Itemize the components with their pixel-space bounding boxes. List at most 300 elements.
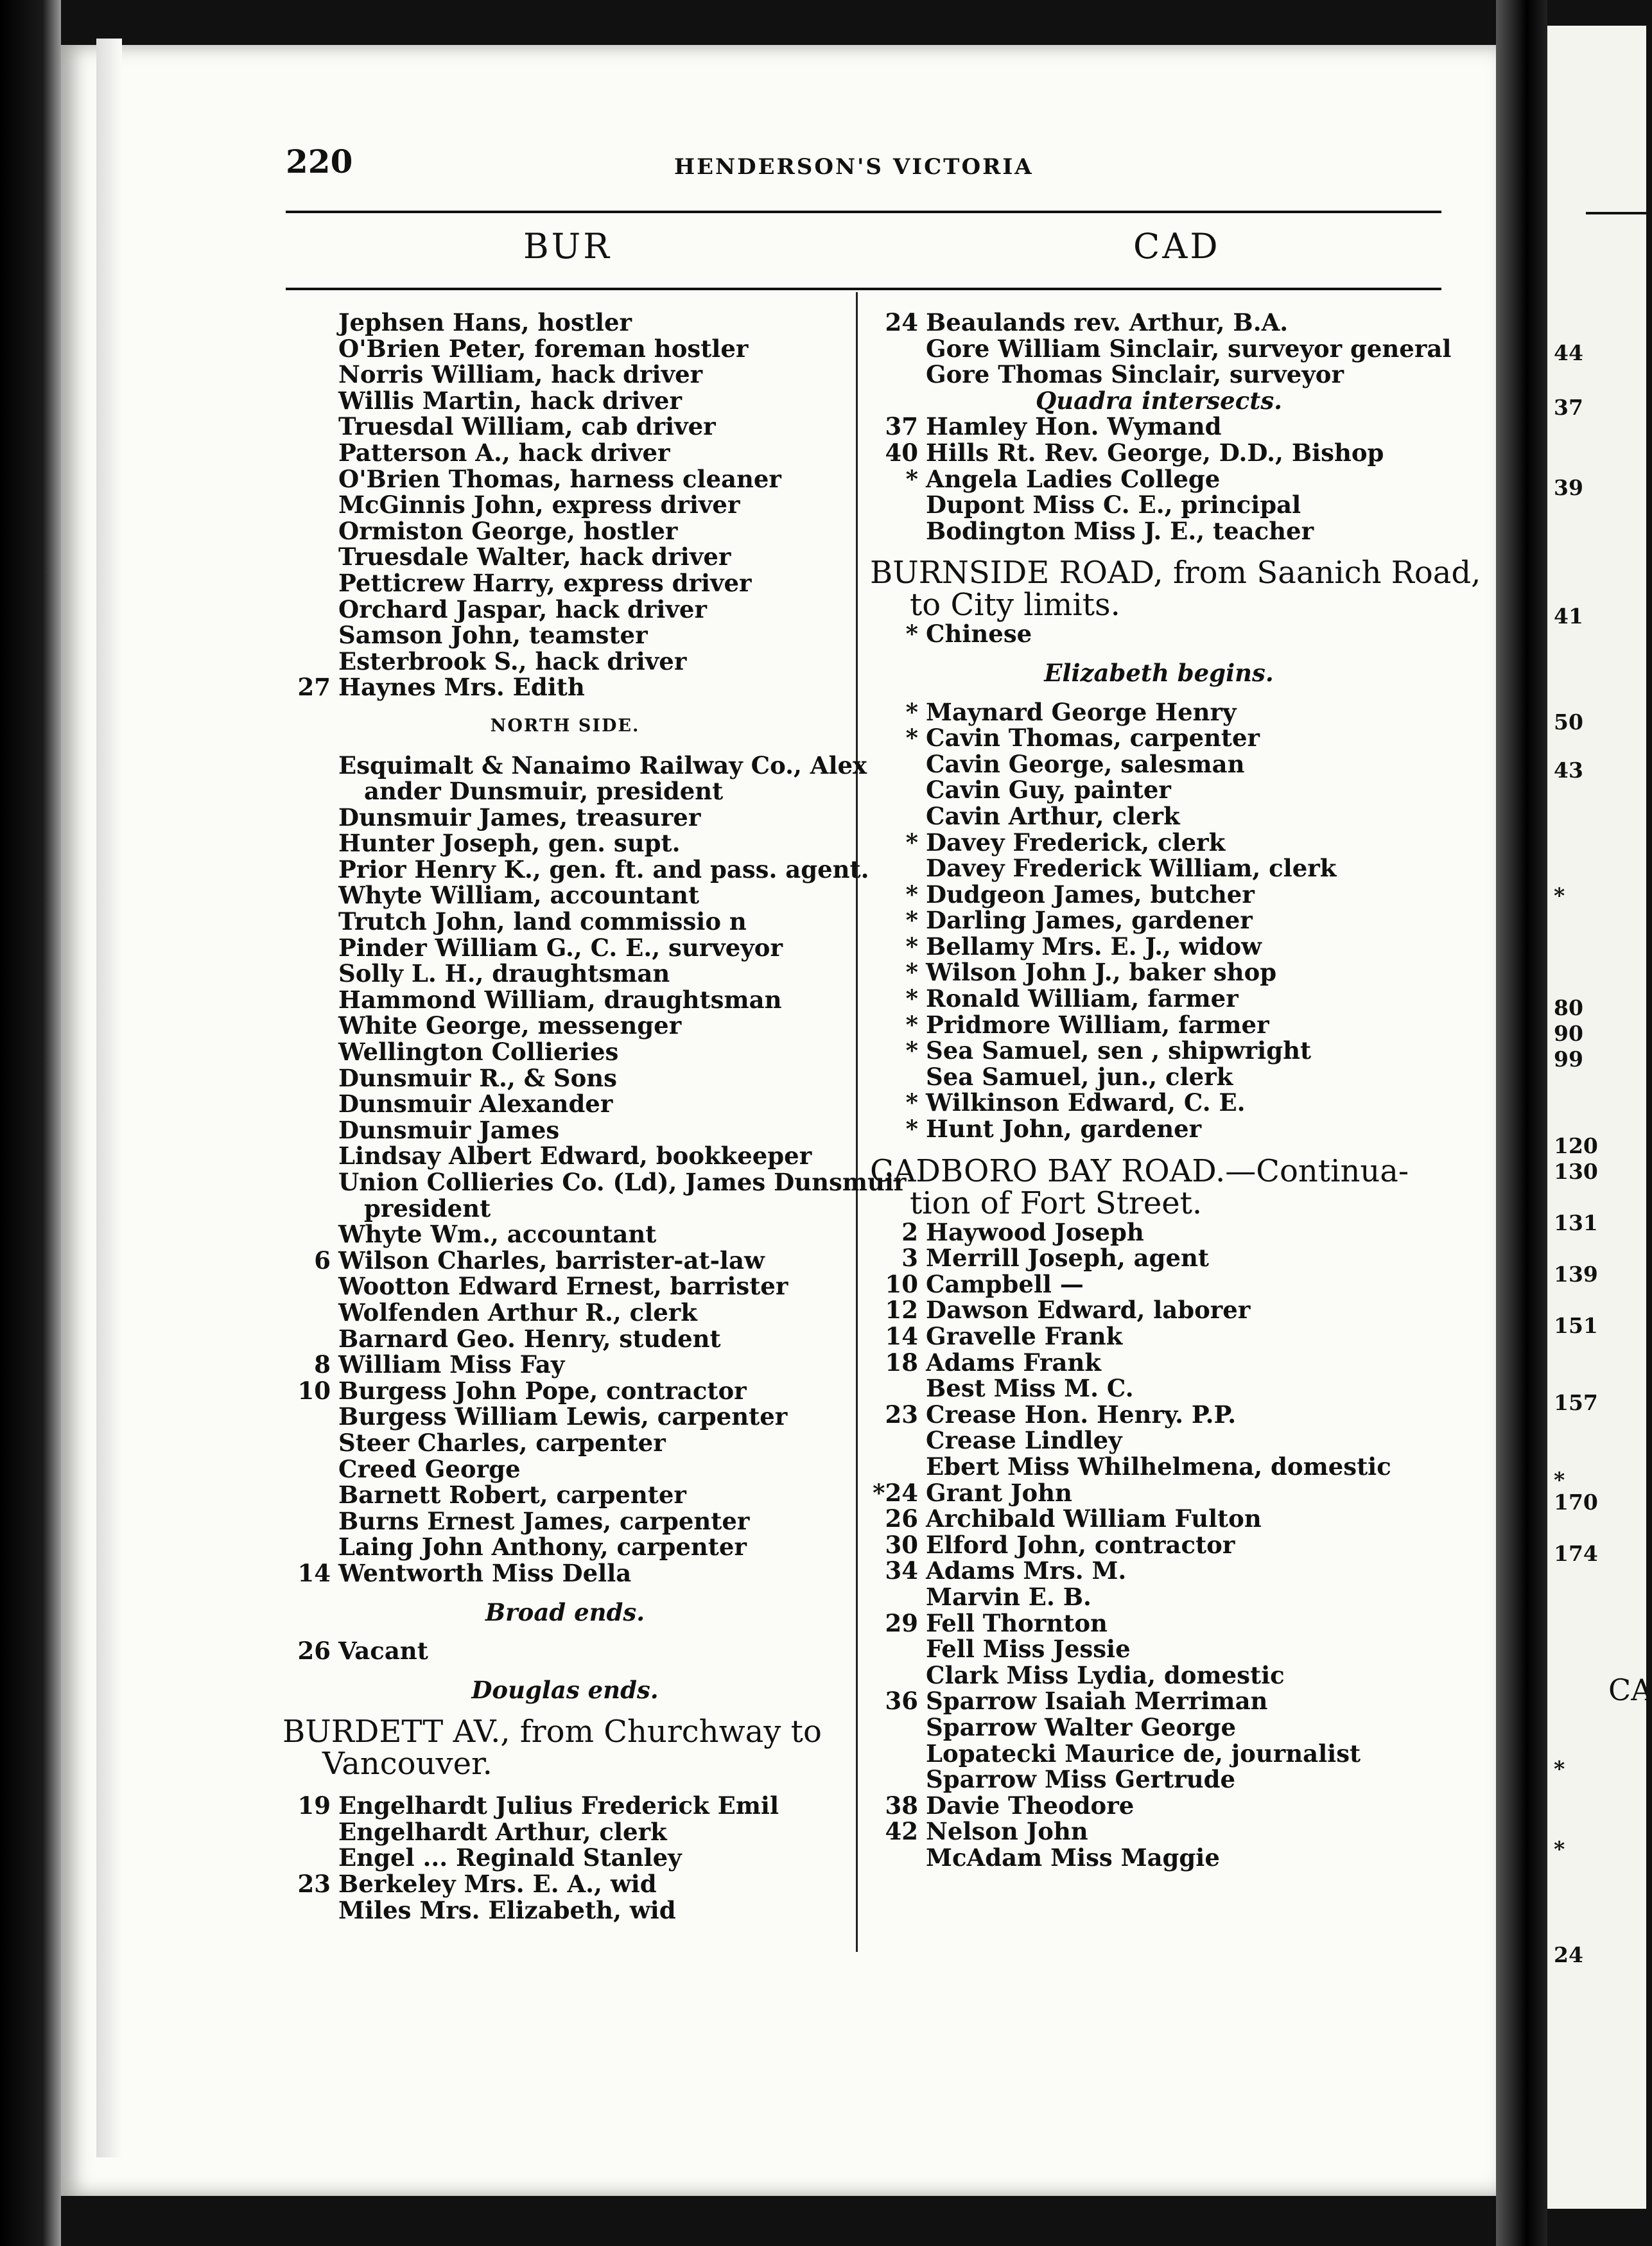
- street-note: [870, 660, 1448, 686]
- resident-name: William Miss Fay: [338, 1350, 565, 1379]
- directory-entry: [283, 336, 848, 362]
- resident-name: Dunsmuir James, treasurer: [338, 803, 701, 831]
- adjacent-page-number: *: [1554, 1756, 1565, 1781]
- resident-name: Sparrow Isaiah Merriman: [926, 1687, 1268, 1716]
- street-number: 27: [297, 673, 331, 702]
- street-number: 26: [297, 1637, 331, 1666]
- street-note: [870, 388, 1448, 414]
- street-number: *: [905, 984, 918, 1013]
- street-heading-text: BURNSIDE ROAD, from Saanich Road,: [870, 555, 1481, 591]
- resident-name: Bellamy Mrs. E. J., widow: [926, 932, 1262, 961]
- adjacent-page-number: 99: [1554, 1047, 1583, 1072]
- resident-name: Truesdal William, cab driver: [338, 412, 716, 441]
- street-heading-text: BURDETT AV., from Churchway to: [283, 1714, 822, 1750]
- directory-entry: [283, 570, 848, 596]
- resident-name: Prior Henry K., gen. ft. and pass. agent.: [338, 855, 869, 884]
- directory-entry: [870, 1558, 1448, 1584]
- resident-name: Sea Samuel, sen , shipwright: [926, 1036, 1312, 1065]
- directory-entry: [870, 334, 1452, 363]
- street-number: 38: [885, 1791, 918, 1820]
- directory-entry: [283, 1221, 848, 1248]
- resident-name: Haynes Mrs. Edith: [338, 673, 585, 702]
- directory-entry: [283, 674, 848, 701]
- scan-left-margin: [0, 0, 61, 2246]
- directory-entry: [870, 803, 1448, 830]
- resident-name: Dunsmuir Alexander: [338, 1090, 613, 1119]
- adjacent-page-number: 157: [1554, 1390, 1598, 1415]
- street-number: 6: [314, 1246, 331, 1275]
- directory-entry: [870, 1793, 1448, 1819]
- resident-name: Dunsmuir James: [338, 1115, 560, 1144]
- resident-name: O'Brien Peter, foreman hostler: [338, 334, 749, 363]
- street-number: 40: [885, 438, 918, 467]
- note-text: Broad ends.: [485, 1597, 645, 1626]
- directory-entry: [283, 778, 848, 805]
- street-number: 26: [885, 1504, 918, 1533]
- resident-name: Crease Lindley: [926, 1426, 1122, 1455]
- resident-name: Engelhardt Arthur, clerk: [338, 1817, 667, 1846]
- note-text: Douglas ends.: [471, 1675, 659, 1704]
- directory-entry: [283, 987, 848, 1013]
- resident-name: Bodington Miss J. E., teacher: [926, 516, 1314, 545]
- street-number: 14: [885, 1322, 918, 1350]
- resident-name: Barnett Robert, carpenter: [338, 1481, 686, 1510]
- directory-entry: [283, 1039, 848, 1065]
- resident-name: Dudgeon James, butcher: [926, 880, 1255, 909]
- street-number: 42: [885, 1817, 918, 1846]
- directory-entry: [870, 1375, 1448, 1402]
- street-number: 23: [885, 1400, 918, 1429]
- header-rule-top: [286, 211, 1441, 213]
- resident-name: Grant John: [926, 1478, 1072, 1507]
- adjacent-page-number: 90: [1554, 1021, 1583, 1046]
- street-number: 3: [901, 1244, 918, 1273]
- resident-name: Haywood Joseph: [926, 1217, 1144, 1246]
- street-heading: [870, 555, 1481, 591]
- adjacent-page-number: *: [1554, 883, 1565, 908]
- resident-name: Ormiston George, hostler: [338, 516, 678, 545]
- adjacent-page-number: *: [1554, 1836, 1565, 1861]
- adjacent-page-number: 44: [1554, 340, 1583, 365]
- resident-name: Pridmore William, farmer: [926, 1010, 1269, 1039]
- street-heading: [870, 1155, 1448, 1187]
- directory-entry: [283, 544, 848, 570]
- directory-entry: [283, 961, 848, 987]
- resident-name: Orchard Jaspar, hack driver: [338, 595, 707, 623]
- directory-entry: [870, 986, 1448, 1012]
- directory-entry: [870, 882, 1448, 908]
- directory-entry: [870, 1845, 1448, 1871]
- resident-name: Burgess William Lewis, carpenter: [338, 1402, 788, 1431]
- spacer: [870, 686, 1448, 699]
- resident-name: Willis Martin, hack driver: [338, 386, 682, 415]
- resident-name: Wellington Collieries: [338, 1038, 619, 1066]
- directory-entry: [283, 1793, 848, 1819]
- directory-entry: [870, 621, 1448, 647]
- resident-name: Laing John Anthony, carpenter: [338, 1533, 747, 1562]
- directory-entry: [870, 440, 1448, 466]
- spacer: [283, 1780, 848, 1793]
- resident-name: Trutch John, land commissio n: [338, 907, 747, 936]
- directory-entry: [870, 1741, 1448, 1767]
- resident-name: Cavin George, salesman: [926, 749, 1245, 778]
- adjacent-page-number: 139: [1554, 1262, 1598, 1287]
- street-number: 36: [885, 1687, 918, 1716]
- adjacent-page-number: 131: [1554, 1210, 1598, 1235]
- right-column-head: CAD: [1133, 226, 1221, 266]
- directory-entry: [870, 855, 1448, 882]
- adjacent-page-rule: [1586, 212, 1650, 214]
- resident-name: Maynard George Henry: [926, 697, 1237, 726]
- resident-name: Samson John, teamster: [338, 621, 648, 650]
- resident-name: Crease Hon. Henry. P.P.: [926, 1400, 1237, 1429]
- directory-entry: [283, 1013, 848, 1039]
- resident-name: Sparrow Miss Gertrude: [926, 1765, 1236, 1794]
- column-divider: [856, 292, 858, 1952]
- resident-name: Davey Frederick William, clerk: [926, 854, 1337, 883]
- directory-entry: [870, 1245, 1448, 1271]
- directory-entry: [283, 830, 848, 857]
- directory-entry: [870, 934, 1448, 960]
- resident-name: Adams Mrs. M.: [926, 1556, 1127, 1585]
- resident-name: Hills Rt. Rev. George, D.D., Bishop: [926, 438, 1384, 467]
- directory-entry: [283, 1638, 848, 1664]
- adjacent-page-number: 39: [1554, 475, 1583, 500]
- street-number: *: [905, 1088, 918, 1117]
- resident-name: Davey Frederick, clerk: [926, 828, 1226, 857]
- resident-name: Gore Thomas Sinclair, surveyor: [926, 360, 1344, 389]
- resident-name: Hunter Joseph, gen. supt.: [338, 829, 681, 858]
- resident-name: Wolfenden Arthur R., clerk: [338, 1298, 697, 1327]
- directory-entry: [283, 309, 848, 336]
- adjacent-page-number: 130: [1554, 1159, 1598, 1184]
- street-number: 30: [885, 1530, 918, 1559]
- adjacent-page-number: 151: [1554, 1313, 1598, 1338]
- street-number: 12: [885, 1296, 918, 1325]
- street-heading-text: CADBORO BAY ROAD.—Continua-: [870, 1153, 1409, 1189]
- directory-entry: [870, 1038, 1448, 1064]
- directory-entry: [870, 1402, 1448, 1428]
- resident-name: Solly L. H., draughtsman: [338, 959, 670, 988]
- directory-entry: [283, 1456, 848, 1483]
- right-column: [870, 308, 1481, 1872]
- resident-name: ander Dunsmuir, president: [364, 777, 724, 806]
- resident-name: Campbell —: [926, 1269, 1084, 1298]
- resident-name: Dunsmuir R., & Sons: [338, 1063, 618, 1092]
- resident-name: Whyte Wm., accountant: [338, 1220, 657, 1249]
- directory-entry: [283, 596, 848, 623]
- directory-entry: [870, 1584, 1448, 1610]
- page-edge-shadow: [96, 39, 122, 2157]
- resident-name: Jephsen Hans, hostler: [338, 308, 632, 336]
- directory-entry: [870, 1454, 1448, 1480]
- resident-name: Davie Theodore: [926, 1791, 1135, 1820]
- directory-entry: [283, 1897, 848, 1924]
- directory-entry: [870, 1427, 1448, 1454]
- adjacent-page-number: 170: [1554, 1490, 1598, 1515]
- resident-name: Fell Thornton: [926, 1608, 1108, 1637]
- spacer: [283, 1587, 848, 1599]
- resident-name: Gore William Sinclair, surveyor general: [926, 334, 1452, 363]
- adjacent-page-heading-fragment: CA: [1608, 1673, 1652, 1707]
- resident-name: Archibald William Fulton: [926, 1504, 1262, 1533]
- spacer: [283, 701, 848, 713]
- directory-entry: [283, 1273, 848, 1300]
- street-heading-text: Vancouver.: [322, 1746, 492, 1782]
- page-number: 220: [286, 143, 353, 180]
- directory-entry: [283, 440, 848, 466]
- resident-name: Union Collieries Co. (Ld), James Dunsmuir: [338, 1168, 907, 1196]
- directory-entry: [283, 388, 848, 414]
- resident-name: Chinese: [926, 620, 1032, 649]
- resident-name: Hammond William, draughtsman: [338, 985, 782, 1014]
- directory-entry: [870, 777, 1448, 803]
- street-number: *: [905, 724, 918, 753]
- street-number: *: [905, 620, 918, 649]
- directory-entry: [870, 699, 1448, 726]
- directory-entry: [870, 1297, 1448, 1323]
- resident-name: McAdam Miss Maggie: [926, 1843, 1220, 1872]
- resident-name: Cavin Arthur, clerk: [926, 801, 1180, 830]
- directory-entry: [283, 1508, 848, 1535]
- street-number: 19: [297, 1791, 331, 1820]
- resident-name: Ebert Miss Whilhelmena, domestic: [926, 1452, 1391, 1481]
- directory-entry: [283, 1871, 848, 1897]
- resident-name: Cavin Thomas, carpenter: [926, 724, 1260, 753]
- resident-name: Truesdale Walter, hack driver: [338, 543, 731, 571]
- spacer: [283, 740, 848, 753]
- directory-entry: [283, 518, 848, 544]
- resident-name: Engelhardt Julius Frederick Emil: [338, 1791, 779, 1820]
- directory-entry: [870, 1662, 1448, 1689]
- resident-name: Barnard Geo. Henry, student: [338, 1324, 721, 1353]
- street-heading-text: to City limits.: [910, 587, 1120, 623]
- directory-entry: [870, 1480, 1448, 1506]
- street-number: 2: [901, 1217, 918, 1246]
- adjacent-page-edge: [1547, 26, 1652, 2209]
- adjacent-page-number: *: [1554, 1467, 1565, 1492]
- directory-entry: [283, 1065, 848, 1092]
- directory-entry: [283, 751, 867, 779]
- resident-name: Patterson A., hack driver: [338, 438, 670, 467]
- street-heading-text: tion of Fort Street.: [910, 1185, 1203, 1221]
- resident-name: Clark Miss Lydia, domestic: [926, 1660, 1285, 1689]
- directory-entry: [283, 909, 848, 935]
- street-number: 8: [314, 1350, 331, 1379]
- header-rule-bottom: [286, 288, 1441, 290]
- street-heading: [870, 1187, 1448, 1219]
- directory-entry: [870, 1116, 1448, 1142]
- resident-name: Lopatecki Maurice de, journalist: [926, 1739, 1361, 1768]
- directory-entry: [283, 1378, 848, 1404]
- resident-name: Burns Ernest James, carpenter: [338, 1506, 750, 1535]
- resident-name: Darling James, gardener: [926, 906, 1253, 935]
- directory-entry: [870, 518, 1448, 544]
- street-number: *24: [873, 1478, 918, 1507]
- directory-entry: [283, 1404, 848, 1430]
- street-number: 24: [885, 308, 918, 336]
- directory-entry: [283, 492, 848, 518]
- directory-entry: [283, 935, 848, 961]
- directory-entry: [870, 1350, 1448, 1376]
- street-number: 10: [297, 1376, 331, 1405]
- resident-name: McGinnis John, express driver: [338, 491, 740, 519]
- directory-entry: [283, 649, 848, 675]
- directory-entry: [283, 1560, 848, 1587]
- resident-name: Whyte William, accountant: [338, 881, 700, 910]
- directory-entry: [283, 1482, 848, 1508]
- spacer: [283, 1625, 848, 1638]
- directory-entry: [870, 1090, 1448, 1116]
- directory-entry: [870, 1714, 1448, 1741]
- resident-name: Lindsay Albert Edward, bookkeeper: [338, 1142, 812, 1171]
- resident-name: Fell Miss Jessie: [926, 1635, 1131, 1664]
- resident-name: Norris William, hack driver: [338, 360, 703, 389]
- street-number: *: [905, 958, 918, 987]
- directory-entry: [283, 1352, 848, 1378]
- adjacent-page-number: 24: [1554, 1942, 1583, 1967]
- directory-entry: [870, 1610, 1448, 1637]
- resident-name: Berkeley Mrs. E. A., wid: [338, 1870, 657, 1899]
- street-number: *: [905, 906, 918, 935]
- directory-entry: [870, 1219, 1448, 1246]
- directory-entry: [283, 1196, 848, 1222]
- street-number: *: [905, 697, 918, 726]
- resident-name: Dawson Edward, laborer: [926, 1296, 1251, 1325]
- directory-entry: [283, 882, 848, 909]
- adjacent-page-number: 41: [1554, 604, 1583, 629]
- street-heading: [283, 1748, 848, 1780]
- directory-entry: [870, 907, 1448, 934]
- spacer: [283, 1664, 848, 1677]
- directory-entry: [283, 1300, 848, 1326]
- directory-entry: [870, 309, 1448, 336]
- directory-entry: [870, 1688, 1448, 1714]
- street-number: *: [905, 828, 918, 857]
- adjacent-page-number: 37: [1554, 395, 1583, 420]
- running-title: HENDERSON'S VICTORIA: [674, 154, 1034, 180]
- resident-name: White George, messenger: [338, 1011, 682, 1040]
- note-text: Elizabeth begins.: [1044, 658, 1274, 687]
- resident-name: Adams Frank: [926, 1348, 1102, 1377]
- resident-name: Vacant: [338, 1637, 428, 1666]
- directory-entry: [870, 414, 1448, 440]
- section-label: [283, 713, 848, 740]
- resident-name: Sea Samuel, jun., clerk: [926, 1062, 1233, 1091]
- directory-entry: [283, 1117, 848, 1144]
- resident-name: Wilson John J., baker shop: [926, 958, 1277, 987]
- directory-entry: [283, 1168, 907, 1196]
- street-number: *: [905, 1010, 918, 1039]
- directory-entry: [870, 1064, 1448, 1090]
- resident-name: Creed George: [338, 1454, 521, 1483]
- resident-name: Best Miss M. C.: [926, 1374, 1134, 1403]
- directory-entry: [283, 1845, 848, 1871]
- directory-entry: [870, 959, 1448, 986]
- note-text: Quadra intersects.: [1035, 386, 1283, 415]
- resident-name: Hamley Hon. Wymand: [926, 412, 1222, 441]
- directory-entry: [283, 1534, 848, 1560]
- directory-entry: [870, 466, 1448, 492]
- adjacent-page-number: 50: [1554, 709, 1583, 735]
- resident-name: Ronald William, farmer: [926, 984, 1239, 1013]
- resident-name: Marvin E. B.: [926, 1582, 1091, 1611]
- directory-entry: [283, 1326, 848, 1352]
- directory-entry: [283, 414, 848, 440]
- directory-entry: [283, 1430, 848, 1456]
- street-number: *: [905, 1115, 918, 1144]
- directory-entry: [870, 1636, 1448, 1662]
- resident-name: Gravelle Frank: [926, 1322, 1123, 1350]
- street-number: 10: [885, 1269, 918, 1298]
- street-number: *: [905, 880, 918, 909]
- adjacent-page-number: 120: [1554, 1133, 1598, 1158]
- resident-name: Steer Charles, carpenter: [338, 1428, 666, 1457]
- directory-entry: [870, 1818, 1448, 1845]
- street-number: 23: [297, 1870, 331, 1899]
- adjacent-page-number: 174: [1554, 1541, 1598, 1566]
- resident-name: Beaulands rev. Arthur, B.A.: [926, 308, 1289, 336]
- resident-name: Miles Mrs. Elizabeth, wid: [338, 1895, 676, 1924]
- directory-entry: [283, 1143, 848, 1169]
- street-note: [283, 1599, 848, 1626]
- street-number: 37: [885, 412, 918, 441]
- directory-entry: [870, 1271, 1448, 1298]
- directory-entry: [870, 725, 1448, 751]
- directory-entry: [870, 361, 1448, 388]
- resident-name: O'Brien Thomas, harness cleaner: [338, 464, 781, 493]
- street-number: 29: [885, 1608, 918, 1637]
- resident-name: Sparrow Walter George: [926, 1712, 1237, 1741]
- directory-entry: [870, 1012, 1448, 1038]
- resident-name: Esterbrook S., hack driver: [338, 647, 687, 675]
- directory-entry: [870, 1532, 1448, 1558]
- resident-name: Wilson Charles, barrister-at-law: [338, 1246, 765, 1275]
- directory-entry: [283, 1819, 848, 1845]
- resident-name: Burgess John Pope, contractor: [338, 1376, 747, 1405]
- directory-entry: [283, 1248, 848, 1274]
- adjacent-page-number: 43: [1554, 758, 1583, 783]
- street-heading: [870, 589, 1448, 621]
- resident-name: Wentworth Miss Della: [338, 1558, 632, 1587]
- directory-entry: [870, 751, 1448, 778]
- resident-name: Engel ... Reginald Stanley: [338, 1843, 682, 1872]
- resident-name: Wootton Edward Ernest, barrister: [338, 1272, 788, 1301]
- directory-entry: [870, 830, 1448, 856]
- street-number: *: [905, 932, 918, 961]
- directory-entry: [283, 622, 848, 649]
- resident-name: Angela Ladies College: [926, 464, 1221, 493]
- street-number: *: [905, 1036, 918, 1065]
- street-number: 18: [885, 1348, 918, 1377]
- resident-name: Hunt John, gardener: [926, 1115, 1202, 1144]
- directory-entry: [870, 1506, 1448, 1532]
- note-text: NORTH SIDE.: [490, 715, 640, 736]
- street-number: 14: [297, 1558, 331, 1587]
- directory-entry: [283, 855, 869, 884]
- street-number: *: [905, 464, 918, 493]
- directory-entry: [283, 466, 848, 492]
- resident-name: Pinder William G., C. E., surveyor: [338, 933, 783, 962]
- directory-entry: [870, 1766, 1448, 1793]
- resident-name: Elford John, contractor: [926, 1530, 1235, 1559]
- left-column-head: BUR: [523, 226, 612, 266]
- resident-name: Wilkinson Edward, C. E.: [926, 1088, 1246, 1117]
- directory-entry: [870, 492, 1448, 518]
- directory-entry: [283, 361, 848, 388]
- directory-entry: [283, 805, 848, 831]
- street-number: 34: [885, 1556, 918, 1585]
